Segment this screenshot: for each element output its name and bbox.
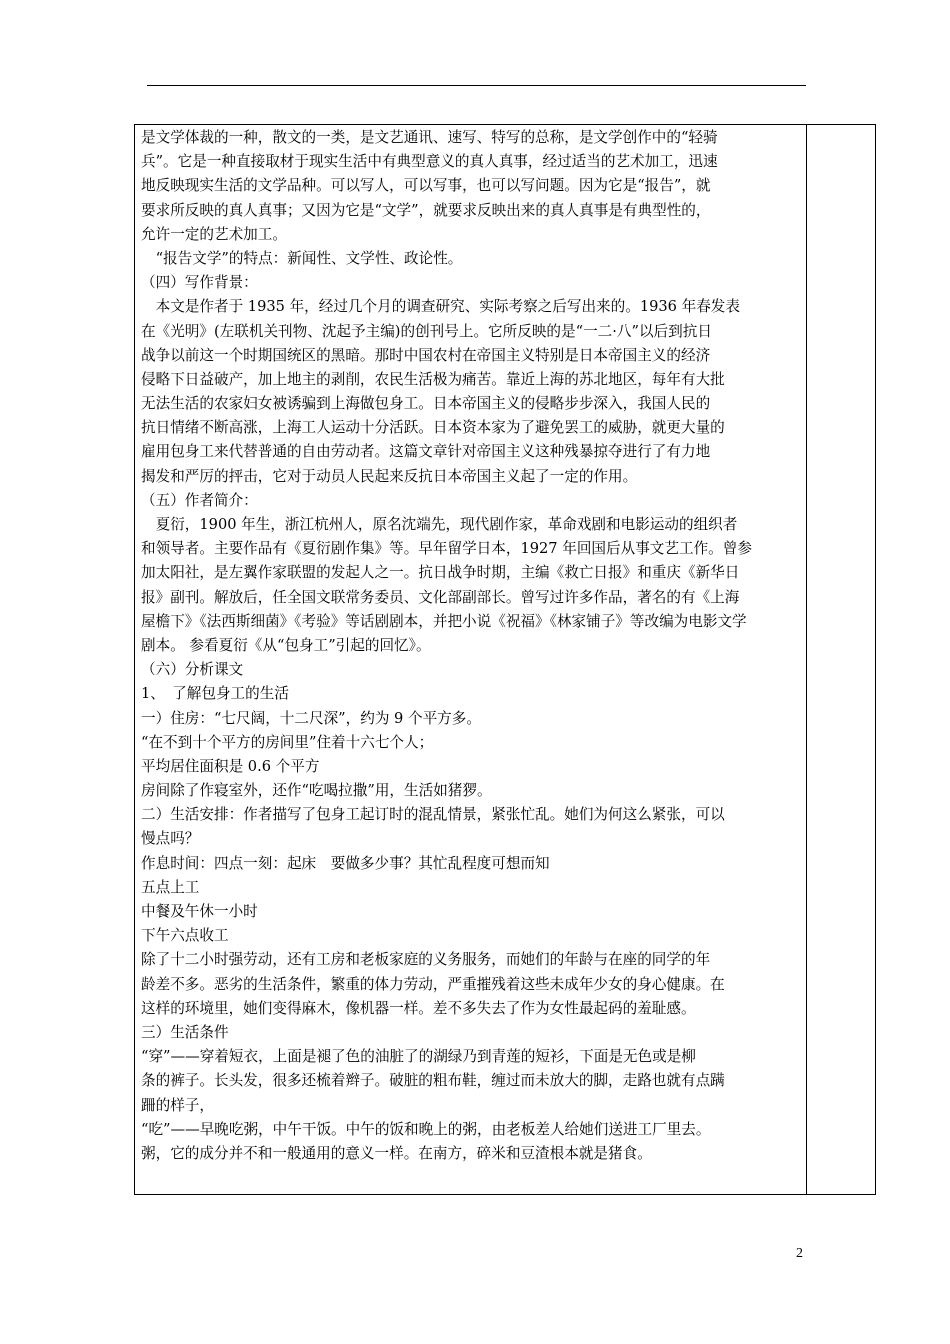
column-divider bbox=[806, 124, 807, 1195]
text-line: 粥，它的成分并不和一般通用的意义一样。在南方，碎米和豆渣根本就是猪食。 bbox=[141, 1144, 652, 1162]
page-number: 2 bbox=[796, 1246, 803, 1261]
text-line: 房间除了作寝室外，还作“吃喝拉撒”用，生活如猪猡。 bbox=[141, 782, 492, 800]
text-line: 允许一定的艺术加工。 bbox=[141, 225, 287, 243]
text-line: 屋檐下》《法西斯细菌》《考验》等话剧剧本，并把小说《祝福》《林家铺子》等改编为电影文学 bbox=[141, 612, 747, 630]
text-line: 要求所反映的真人真事；又因为它是“文学”，就要求反映出来的真人真事是有典型性的， bbox=[141, 201, 711, 219]
text-line: 这样的环境里，她们变得麻木，像机器一样。差不多失去了作为女性最起码的羞耻感。 bbox=[141, 999, 696, 1017]
text-line: 跚的样子， bbox=[141, 1096, 214, 1114]
text-line: 是文学体裁的一种，散文的一类，是文艺通讯、速写、特写的总称，是文学创作中的“轻骑 bbox=[141, 129, 718, 146]
text-line: 雇用包身工来代替普通的自由劳动者。这篇文章针对帝国主义这种残暴掠夺进行了有力地 bbox=[141, 443, 711, 461]
text-line: 一）住房：“七尺阔，十二尺深”，约为 9 个平方多。 bbox=[141, 709, 481, 727]
text-line: 三）生活条件 bbox=[141, 1023, 229, 1041]
text-line: 条的裤子。长头发，很多还梳着辫子。破脏的粗布鞋，缠过而未放大的脚，走路也就有点蹒 bbox=[141, 1072, 725, 1090]
section-heading: （四）写作背景： bbox=[141, 274, 258, 292]
text-line: 下午六点收工 bbox=[141, 927, 229, 945]
text-line: 兵”。它是一种直接取材于现实生活中有典型意义的真人真事，经过适当的艺术加工，迅速 bbox=[141, 153, 718, 171]
text-line: “在不到十个平方的房间里”住着十六七个人； bbox=[141, 733, 434, 751]
text-line: “穿”——穿着短衣，上面是褪了色的油脏了的湖绿乃到青莲的短衫，下面是无色或是柳 bbox=[141, 1048, 696, 1066]
text-line: 中餐及午休一小时 bbox=[141, 903, 258, 920]
text-line: 平均居住面积是 0.6 个平方 bbox=[141, 757, 320, 775]
text-line: 报》副刊。解放后，任全国文联常务委员、文化部副部长。曾写过许多作品，著名的有《上海 bbox=[141, 588, 740, 606]
text-line: 侵略下日益破产，加上地主的剥削，农民生活极为痛苦。靠近上海的苏北地区，每年有大批 bbox=[141, 370, 725, 388]
text-line: 1、 了解包身工的生活 bbox=[141, 685, 289, 703]
text-line: “吃”——早晚吃粥，中午干饭。中午的饭和晚上的粥，由老板差人给她们送进工厂里去。 bbox=[141, 1120, 711, 1138]
section-heading: （六）分析课文 bbox=[141, 661, 244, 679]
text-line: 剧本。 参看夏衍《从“包身工”引起的回忆》。 bbox=[141, 636, 431, 654]
text-line: 揭发和严厉的抨击，它对于动员人民起来反抗日本帝国主义起了一定的作用。 bbox=[141, 467, 638, 485]
text-line: 二）生活安排：作者描写了包身工起订时的混乱情景，紧张忙乱。她们为何这么紧张，可以 bbox=[141, 806, 725, 824]
section-heading: （五）作者简介： bbox=[141, 491, 258, 509]
text-line: 在《光明》(左联机关刊物、沈起予主编)的创刊号上。它所反映的是“一二·八”以后到抗日 bbox=[141, 322, 712, 340]
text-line: 和领导者。主要作品有《夏衍剧作集》等。早年留学日本，1927 年回国后从事文艺工作。曾参 bbox=[141, 540, 752, 558]
text-line: 地反映现实生活的文学品种。可以写人，可以写事，也可以写问题。因为它是“报告”，就 bbox=[141, 177, 711, 195]
text-line: 加太阳社，是左翼作家联盟的发起人之一。抗日战争时期，主编《救亡日报》和重庆《新华日 bbox=[141, 564, 740, 582]
text-line: 无法生活的农家妇女被诱骗到上海做包身工。日本帝国主义的侵略步步深入，我国人民的 bbox=[141, 395, 711, 413]
main-text-cell bbox=[141, 126, 801, 1166]
text-line: 战争以前这一个时期国统区的黑暗。那时中国农村在帝国主义特别是日本帝国主义的经济 bbox=[141, 346, 711, 364]
text-line: 除了十二小时强劳动，还有工房和老板家庭的义务服务，而她们的年龄与在座的同学的年 bbox=[141, 951, 711, 969]
text-line: “报告文学”的特点：新闻性、文学性、政论性。 bbox=[141, 249, 463, 267]
text-line: 五点上工 bbox=[141, 878, 200, 896]
text-line: 龄差不多。恶劣的生活条件，繁重的体力劳动，严重摧残着这些未成年少女的身心健康。在 bbox=[141, 975, 725, 993]
text-line: 本文是作者于 1935 年，经过几个月的调查研究、实际考察之后写出来的。1936 年春发表 bbox=[141, 298, 740, 316]
text-line: 抗日情绪不断高涨，上海工人运动十分活跃。日本资本家为了避免罢工的威胁，就更大量的 bbox=[141, 419, 725, 437]
text-line: 作息时间：四点一刻：起床 要做多少事？其忙乱程度可想而知 bbox=[141, 854, 550, 872]
text-line: 夏衍，1900 年生，浙江杭州人，原名沈端先，现代剧作家，革命戏剧和电影运动的组织者 bbox=[141, 516, 738, 533]
text-line: 慢点吗？ bbox=[141, 830, 200, 848]
header-rule bbox=[147, 85, 806, 86]
